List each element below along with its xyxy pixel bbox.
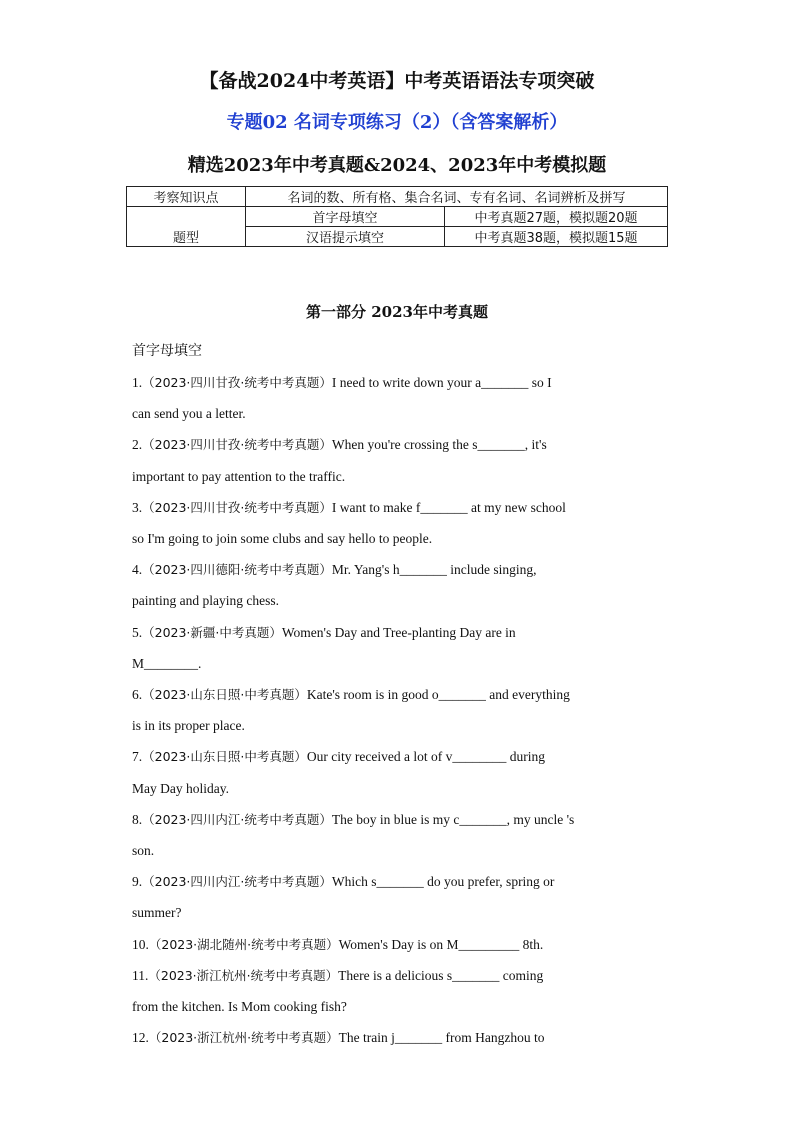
question-number: 12.	[132, 1030, 149, 1046]
list-item	[132, 367, 662, 398]
question-text: The train j_______ from Hangzhou to	[338, 1030, 545, 1046]
table-cell-label: 考察知识点	[127, 187, 246, 207]
question-number: 6.	[132, 687, 143, 703]
question-text: I need to write down your a_______ so I	[331, 375, 552, 390]
section-title: 第一部分 2023年中考真题	[306, 303, 488, 321]
question-source: （2023·山东日照·中考真题）	[142, 749, 307, 765]
list-item-continued: can send you a letter.	[132, 406, 246, 422]
question-source: （2023·四川甘孜·统考中考真题）	[142, 499, 332, 515]
question-text: Which s_______ do you prefer, spring or	[331, 874, 555, 890]
table-cell-type: 首字母填空	[246, 207, 445, 227]
list-item	[132, 929, 662, 960]
question-text: Women's Day and Tree-planting Day are in	[281, 624, 516, 640]
question-source: （2023·新疆·中考真题）	[142, 624, 282, 640]
question-source: （2023·山东日照·中考真题）	[142, 687, 307, 703]
list-item-continued: from the kitchen. Is Mom cooking fish?	[132, 999, 347, 1015]
list-item	[132, 679, 662, 710]
question-type-heading: 首字母填空	[132, 343, 202, 359]
question-source: （2023·四川德阳·统考中考真题）	[142, 562, 332, 578]
question-list	[132, 367, 662, 1053]
question-number: 9.	[132, 874, 143, 890]
list-item-continued: so I'm going to join some clubs and say hello to people.	[132, 531, 433, 547]
question-text: There is a delicious s_______ coming	[338, 967, 544, 983]
list-item	[132, 960, 662, 991]
question-number: 5.	[132, 624, 143, 640]
list-item	[132, 554, 662, 585]
list-item-continued: M________.	[132, 655, 202, 671]
info-table	[126, 186, 668, 247]
list-item	[132, 492, 662, 523]
list-item	[132, 429, 662, 460]
list-item	[132, 804, 662, 835]
question-source: （2023·浙江杭州·统考中考真题）	[148, 967, 339, 983]
table-cell-count: 中考真题27题，模拟题20题	[445, 207, 668, 227]
question-source: （2023·四川甘孜·统考中考真题）	[142, 437, 332, 453]
table-cell-value: 名词的数、所有格、集合名词、专有名词、名词辨析及拼写	[246, 187, 668, 207]
table-cell-label: 题型	[127, 207, 246, 247]
list-item-continued: important to pay attention to the traffic.	[132, 468, 346, 484]
question-source: （2023·浙江杭州·统考中考真题）	[148, 1030, 339, 1046]
list-item-continued: son.	[132, 843, 155, 859]
question-text: Kate's room is in good o_______ and everything	[306, 687, 570, 703]
document-scope: 精选2023年中考真题&2024、2023年中考模拟题	[187, 155, 607, 176]
list-item	[132, 866, 662, 897]
question-source: （2023·四川甘孜·统考中考真题）	[142, 375, 332, 390]
question-number: 1.	[132, 375, 143, 390]
question-text: Women's Day is on M_________ 8th.	[338, 936, 544, 952]
question-number: 4.	[132, 562, 143, 578]
question-source: （2023·四川内江·统考中考真题）	[142, 811, 332, 827]
question-text: Our city received a lot of v________ during	[306, 749, 545, 765]
question-text: I want to make f_______ at my new school	[331, 499, 566, 515]
question-number: 11.	[132, 967, 149, 983]
question-number: 3.	[132, 499, 143, 515]
document-subtitle: 专题02 名词专项练习（2）（含答案解析）	[226, 112, 568, 133]
list-item	[132, 617, 662, 648]
list-item-continued: May Day holiday.	[132, 780, 229, 796]
question-source: （2023·四川内江·统考中考真题）	[142, 874, 332, 890]
question-number: 2.	[132, 437, 143, 453]
table-cell-count: 中考真题38题，模拟题15题	[445, 227, 668, 247]
question-number: 8.	[132, 811, 143, 827]
list-item	[132, 1022, 662, 1053]
list-item-continued: summer?	[132, 905, 182, 921]
question-text: When you're crossing the s_______, it's	[331, 437, 547, 453]
question-text: Mr. Yang's h_______ include singing,	[331, 562, 537, 578]
question-source: （2023·湖北随州·统考中考真题）	[148, 936, 339, 952]
list-item-continued: is in its proper place.	[132, 718, 245, 734]
document-title: 【备战2024中考英语】中考英语语法专项突破	[199, 70, 595, 92]
list-item-continued: painting and playing chess.	[132, 593, 279, 609]
question-number: 10.	[132, 936, 149, 952]
question-text: The boy in blue is my c_______, my uncle 's	[331, 811, 575, 827]
list-item	[132, 741, 662, 772]
table-cell-type: 汉语提示填空	[246, 227, 445, 247]
table-row	[127, 207, 668, 227]
table-row	[127, 187, 668, 207]
question-number: 7.	[132, 749, 143, 765]
